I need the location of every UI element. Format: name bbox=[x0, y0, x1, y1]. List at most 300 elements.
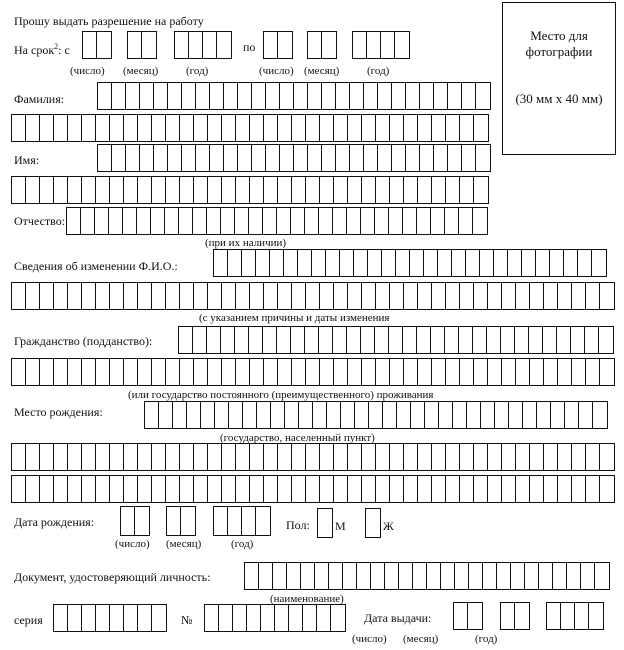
char-box[interactable] bbox=[320, 359, 334, 385]
char-box[interactable] bbox=[264, 476, 278, 502]
char-box[interactable] bbox=[256, 250, 270, 276]
char-box[interactable] bbox=[250, 283, 264, 309]
char-box[interactable] bbox=[561, 603, 575, 629]
char-box[interactable] bbox=[259, 563, 273, 589]
char-box[interactable] bbox=[336, 83, 350, 109]
char-box[interactable] bbox=[306, 283, 320, 309]
char-box[interactable] bbox=[466, 250, 480, 276]
char-box[interactable] bbox=[152, 177, 166, 203]
char-box[interactable] bbox=[308, 32, 322, 58]
birthplace-boxes-3[interactable] bbox=[11, 475, 615, 503]
char-box[interactable] bbox=[277, 327, 291, 353]
char-box[interactable] bbox=[98, 83, 112, 109]
char-box[interactable] bbox=[68, 283, 82, 309]
char-box[interactable] bbox=[469, 563, 483, 589]
char-box[interactable] bbox=[96, 359, 110, 385]
char-box[interactable] bbox=[410, 250, 424, 276]
char-box[interactable] bbox=[289, 605, 303, 631]
char-box[interactable] bbox=[151, 208, 165, 234]
char-box[interactable] bbox=[109, 208, 123, 234]
char-box[interactable] bbox=[480, 250, 494, 276]
char-box[interactable] bbox=[445, 327, 459, 353]
char-box[interactable] bbox=[138, 115, 152, 141]
series-boxes[interactable] bbox=[53, 604, 167, 632]
char-box[interactable] bbox=[357, 563, 371, 589]
char-box[interactable] bbox=[301, 563, 315, 589]
char-box[interactable] bbox=[263, 327, 277, 353]
char-box[interactable] bbox=[446, 476, 460, 502]
char-box[interactable] bbox=[473, 327, 487, 353]
char-box[interactable] bbox=[203, 32, 217, 58]
char-box[interactable] bbox=[236, 177, 250, 203]
char-box[interactable] bbox=[525, 563, 539, 589]
citizenship-boxes-1[interactable] bbox=[178, 326, 614, 354]
char-box[interactable] bbox=[214, 250, 228, 276]
char-box[interactable] bbox=[362, 476, 376, 502]
char-box[interactable] bbox=[404, 444, 418, 470]
char-box[interactable] bbox=[347, 208, 361, 234]
char-box[interactable] bbox=[210, 145, 224, 171]
char-box[interactable] bbox=[333, 208, 347, 234]
char-box[interactable] bbox=[509, 402, 523, 428]
char-box[interactable] bbox=[432, 444, 446, 470]
char-box[interactable] bbox=[123, 208, 137, 234]
char-box[interactable] bbox=[138, 605, 152, 631]
char-box[interactable] bbox=[278, 444, 292, 470]
char-box[interactable] bbox=[68, 605, 82, 631]
name-boxes-1[interactable] bbox=[97, 144, 491, 172]
surname-boxes-1[interactable] bbox=[97, 82, 491, 110]
char-box[interactable] bbox=[441, 563, 455, 589]
char-box[interactable] bbox=[320, 444, 334, 470]
char-box[interactable] bbox=[68, 476, 82, 502]
char-box[interactable] bbox=[322, 145, 336, 171]
char-box[interactable] bbox=[214, 507, 228, 535]
char-box[interactable] bbox=[371, 563, 385, 589]
char-box[interactable] bbox=[96, 115, 110, 141]
char-box[interactable] bbox=[110, 177, 124, 203]
char-box[interactable] bbox=[168, 83, 182, 109]
char-box[interactable] bbox=[376, 177, 390, 203]
char-box[interactable] bbox=[399, 563, 413, 589]
char-box[interactable] bbox=[460, 359, 474, 385]
char-box[interactable] bbox=[348, 177, 362, 203]
char-box[interactable] bbox=[578, 250, 592, 276]
char-box[interactable] bbox=[315, 563, 329, 589]
char-box[interactable] bbox=[196, 145, 210, 171]
char-box[interactable] bbox=[222, 115, 236, 141]
char-box[interactable] bbox=[278, 283, 292, 309]
char-box[interactable] bbox=[26, 177, 40, 203]
birthplace-boxes-2[interactable] bbox=[11, 443, 615, 471]
char-box[interactable] bbox=[354, 250, 368, 276]
char-box[interactable] bbox=[278, 359, 292, 385]
birthplace-boxes-1[interactable] bbox=[144, 401, 608, 429]
char-box[interactable] bbox=[98, 145, 112, 171]
char-box[interactable] bbox=[256, 507, 270, 535]
char-box[interactable] bbox=[340, 250, 354, 276]
char-box[interactable] bbox=[306, 359, 320, 385]
char-box[interactable] bbox=[420, 83, 434, 109]
char-box[interactable] bbox=[445, 208, 459, 234]
char-box[interactable] bbox=[181, 507, 195, 535]
char-box[interactable] bbox=[539, 563, 553, 589]
char-box[interactable] bbox=[462, 145, 476, 171]
char-box[interactable] bbox=[138, 359, 152, 385]
char-box[interactable] bbox=[140, 83, 154, 109]
char-box[interactable] bbox=[292, 115, 306, 141]
char-box[interactable] bbox=[187, 402, 201, 428]
char-box[interactable] bbox=[278, 115, 292, 141]
char-box[interactable] bbox=[474, 177, 488, 203]
char-box[interactable] bbox=[292, 444, 306, 470]
char-box[interactable] bbox=[558, 444, 572, 470]
char-box[interactable] bbox=[306, 115, 320, 141]
char-box[interactable] bbox=[488, 476, 502, 502]
char-box[interactable] bbox=[502, 476, 516, 502]
char-box[interactable] bbox=[468, 603, 482, 629]
char-box[interactable] bbox=[392, 83, 406, 109]
char-box[interactable] bbox=[264, 359, 278, 385]
char-box[interactable] bbox=[180, 359, 194, 385]
char-box[interactable] bbox=[126, 145, 140, 171]
char-box[interactable] bbox=[233, 605, 247, 631]
birth-day-boxes[interactable] bbox=[120, 506, 150, 536]
char-box[interactable] bbox=[67, 208, 81, 234]
char-box[interactable] bbox=[238, 145, 252, 171]
char-box[interactable] bbox=[266, 145, 280, 171]
char-box[interactable] bbox=[252, 145, 266, 171]
char-box[interactable] bbox=[476, 145, 490, 171]
char-box[interactable] bbox=[404, 359, 418, 385]
char-box[interactable] bbox=[97, 32, 111, 58]
char-box[interactable] bbox=[378, 83, 392, 109]
char-box[interactable] bbox=[306, 444, 320, 470]
char-box[interactable] bbox=[166, 283, 180, 309]
char-box[interactable] bbox=[126, 83, 140, 109]
char-box[interactable] bbox=[543, 327, 557, 353]
char-box[interactable] bbox=[180, 177, 194, 203]
char-box[interactable] bbox=[284, 250, 298, 276]
char-box[interactable] bbox=[427, 563, 441, 589]
char-box[interactable] bbox=[303, 605, 317, 631]
char-box[interactable] bbox=[361, 208, 375, 234]
char-box[interactable] bbox=[320, 177, 334, 203]
char-box[interactable] bbox=[575, 603, 589, 629]
char-box[interactable] bbox=[196, 83, 210, 109]
char-box[interactable] bbox=[112, 145, 126, 171]
char-box[interactable] bbox=[390, 359, 404, 385]
char-box[interactable] bbox=[250, 177, 264, 203]
char-box[interactable] bbox=[224, 145, 238, 171]
char-box[interactable] bbox=[222, 283, 236, 309]
char-box[interactable] bbox=[431, 208, 445, 234]
char-box[interactable] bbox=[376, 283, 390, 309]
char-box[interactable] bbox=[250, 115, 264, 141]
sex-male-box[interactable] bbox=[317, 508, 333, 538]
char-box[interactable] bbox=[488, 444, 502, 470]
char-box[interactable] bbox=[334, 177, 348, 203]
char-box[interactable] bbox=[152, 605, 166, 631]
char-box[interactable] bbox=[180, 283, 194, 309]
char-box[interactable] bbox=[319, 327, 333, 353]
char-box[interactable] bbox=[497, 563, 511, 589]
char-box[interactable] bbox=[82, 359, 96, 385]
char-box[interactable] bbox=[585, 327, 599, 353]
char-box[interactable] bbox=[361, 327, 375, 353]
char-box[interactable] bbox=[476, 83, 490, 109]
char-box[interactable] bbox=[558, 359, 572, 385]
char-box[interactable] bbox=[137, 208, 151, 234]
end-year-boxes[interactable] bbox=[352, 31, 410, 59]
char-box[interactable] bbox=[572, 444, 586, 470]
char-box[interactable] bbox=[592, 250, 606, 276]
char-box[interactable] bbox=[350, 83, 364, 109]
char-box[interactable] bbox=[425, 402, 439, 428]
char-box[interactable] bbox=[326, 250, 340, 276]
char-box[interactable] bbox=[348, 444, 362, 470]
name-change-boxes-2[interactable] bbox=[11, 282, 615, 310]
sex-female-box[interactable] bbox=[365, 508, 381, 538]
char-box[interactable] bbox=[308, 145, 322, 171]
char-box[interactable] bbox=[245, 563, 259, 589]
char-box[interactable] bbox=[453, 402, 467, 428]
char-box[interactable] bbox=[586, 444, 600, 470]
char-box[interactable] bbox=[529, 327, 543, 353]
char-box[interactable] bbox=[432, 177, 446, 203]
char-box[interactable] bbox=[551, 402, 565, 428]
char-box[interactable] bbox=[557, 327, 571, 353]
char-box[interactable] bbox=[194, 476, 208, 502]
char-box[interactable] bbox=[12, 115, 26, 141]
char-box[interactable] bbox=[320, 476, 334, 502]
char-box[interactable] bbox=[110, 115, 124, 141]
char-box[interactable] bbox=[208, 476, 222, 502]
char-box[interactable] bbox=[431, 327, 445, 353]
char-box[interactable] bbox=[511, 563, 525, 589]
char-box[interactable] bbox=[368, 250, 382, 276]
char-box[interactable] bbox=[26, 444, 40, 470]
char-box[interactable] bbox=[54, 476, 68, 502]
char-box[interactable] bbox=[292, 177, 306, 203]
char-box[interactable] bbox=[250, 476, 264, 502]
char-box[interactable] bbox=[222, 177, 236, 203]
char-box[interactable] bbox=[348, 476, 362, 502]
char-box[interactable] bbox=[558, 283, 572, 309]
char-box[interactable] bbox=[390, 177, 404, 203]
char-box[interactable] bbox=[522, 250, 536, 276]
char-box[interactable] bbox=[600, 283, 614, 309]
char-box[interactable] bbox=[275, 605, 289, 631]
char-box[interactable] bbox=[389, 208, 403, 234]
char-box[interactable] bbox=[138, 444, 152, 470]
char-box[interactable] bbox=[291, 327, 305, 353]
char-box[interactable] bbox=[180, 476, 194, 502]
char-box[interactable] bbox=[152, 283, 166, 309]
char-box[interactable] bbox=[404, 115, 418, 141]
char-box[interactable] bbox=[599, 327, 613, 353]
char-box[interactable] bbox=[343, 563, 357, 589]
char-box[interactable] bbox=[333, 327, 347, 353]
char-box[interactable] bbox=[586, 476, 600, 502]
char-box[interactable] bbox=[495, 402, 509, 428]
char-box[interactable] bbox=[193, 327, 207, 353]
birth-year-boxes[interactable] bbox=[213, 506, 271, 536]
char-box[interactable] bbox=[124, 359, 138, 385]
char-box[interactable] bbox=[404, 177, 418, 203]
char-box[interactable] bbox=[207, 327, 221, 353]
char-box[interactable] bbox=[201, 402, 215, 428]
issue-day-boxes[interactable] bbox=[453, 602, 483, 630]
char-box[interactable] bbox=[474, 476, 488, 502]
char-box[interactable] bbox=[327, 402, 341, 428]
char-box[interactable] bbox=[600, 359, 614, 385]
char-box[interactable] bbox=[224, 83, 238, 109]
char-box[interactable] bbox=[460, 115, 474, 141]
char-box[interactable] bbox=[110, 359, 124, 385]
char-box[interactable] bbox=[376, 444, 390, 470]
char-box[interactable] bbox=[564, 250, 578, 276]
char-box[interactable] bbox=[403, 208, 417, 234]
char-box[interactable] bbox=[530, 283, 544, 309]
char-box[interactable] bbox=[194, 115, 208, 141]
char-box[interactable] bbox=[40, 177, 54, 203]
char-box[interactable] bbox=[474, 115, 488, 141]
char-box[interactable] bbox=[82, 283, 96, 309]
char-box[interactable] bbox=[40, 476, 54, 502]
char-box[interactable] bbox=[159, 402, 173, 428]
char-box[interactable] bbox=[180, 444, 194, 470]
char-box[interactable] bbox=[54, 115, 68, 141]
char-box[interactable] bbox=[375, 327, 389, 353]
char-box[interactable] bbox=[572, 476, 586, 502]
char-box[interactable] bbox=[600, 476, 614, 502]
char-box[interactable] bbox=[208, 115, 222, 141]
char-box[interactable] bbox=[382, 250, 396, 276]
char-box[interactable] bbox=[96, 444, 110, 470]
char-box[interactable] bbox=[278, 32, 292, 58]
char-box[interactable] bbox=[250, 444, 264, 470]
char-box[interactable] bbox=[317, 605, 331, 631]
char-box[interactable] bbox=[26, 359, 40, 385]
char-box[interactable] bbox=[418, 444, 432, 470]
char-box[interactable] bbox=[166, 177, 180, 203]
char-box[interactable] bbox=[83, 32, 97, 58]
char-box[interactable] bbox=[406, 145, 420, 171]
char-box[interactable] bbox=[334, 444, 348, 470]
char-box[interactable] bbox=[82, 177, 96, 203]
char-box[interactable] bbox=[194, 359, 208, 385]
char-box[interactable] bbox=[273, 563, 287, 589]
char-box[interactable] bbox=[322, 83, 336, 109]
char-box[interactable] bbox=[152, 444, 166, 470]
char-box[interactable] bbox=[547, 603, 561, 629]
char-box[interactable] bbox=[292, 476, 306, 502]
char-box[interactable] bbox=[364, 145, 378, 171]
char-box[interactable] bbox=[40, 115, 54, 141]
char-box[interactable] bbox=[418, 283, 432, 309]
char-box[interactable] bbox=[516, 283, 530, 309]
char-box[interactable] bbox=[173, 402, 187, 428]
char-box[interactable] bbox=[124, 476, 138, 502]
char-box[interactable] bbox=[193, 208, 207, 234]
char-box[interactable] bbox=[329, 563, 343, 589]
char-box[interactable] bbox=[12, 444, 26, 470]
char-box[interactable] bbox=[455, 563, 469, 589]
char-box[interactable] bbox=[390, 476, 404, 502]
char-box[interactable] bbox=[488, 359, 502, 385]
char-box[interactable] bbox=[362, 177, 376, 203]
char-box[interactable] bbox=[544, 444, 558, 470]
char-box[interactable] bbox=[565, 402, 579, 428]
char-box[interactable] bbox=[110, 283, 124, 309]
char-box[interactable] bbox=[250, 359, 264, 385]
char-box[interactable] bbox=[264, 177, 278, 203]
char-box[interactable] bbox=[320, 115, 334, 141]
char-box[interactable] bbox=[217, 32, 231, 58]
char-box[interactable] bbox=[319, 208, 333, 234]
char-box[interactable] bbox=[208, 444, 222, 470]
char-box[interactable] bbox=[299, 402, 313, 428]
char-box[interactable] bbox=[536, 250, 550, 276]
char-box[interactable] bbox=[221, 327, 235, 353]
char-box[interactable] bbox=[40, 444, 54, 470]
char-box[interactable] bbox=[96, 283, 110, 309]
char-box[interactable] bbox=[439, 402, 453, 428]
char-box[interactable] bbox=[516, 359, 530, 385]
char-box[interactable] bbox=[110, 605, 124, 631]
char-box[interactable] bbox=[571, 327, 585, 353]
char-box[interactable] bbox=[110, 476, 124, 502]
char-box[interactable] bbox=[219, 605, 233, 631]
char-box[interactable] bbox=[364, 83, 378, 109]
char-box[interactable] bbox=[313, 402, 327, 428]
char-box[interactable] bbox=[334, 115, 348, 141]
char-box[interactable] bbox=[396, 250, 410, 276]
char-box[interactable] bbox=[96, 605, 110, 631]
char-box[interactable] bbox=[404, 476, 418, 502]
char-box[interactable] bbox=[558, 476, 572, 502]
char-box[interactable] bbox=[446, 177, 460, 203]
char-box[interactable] bbox=[318, 509, 332, 537]
char-box[interactable] bbox=[175, 32, 189, 58]
char-box[interactable] bbox=[182, 83, 196, 109]
char-box[interactable] bbox=[54, 444, 68, 470]
char-box[interactable] bbox=[550, 250, 564, 276]
char-box[interactable] bbox=[502, 444, 516, 470]
char-box[interactable] bbox=[40, 359, 54, 385]
char-box[interactable] bbox=[432, 359, 446, 385]
char-box[interactable] bbox=[432, 283, 446, 309]
char-box[interactable] bbox=[263, 208, 277, 234]
char-box[interactable] bbox=[140, 145, 154, 171]
char-box[interactable] bbox=[418, 476, 432, 502]
char-box[interactable] bbox=[369, 402, 383, 428]
char-box[interactable] bbox=[544, 283, 558, 309]
char-box[interactable] bbox=[347, 327, 361, 353]
char-box[interactable] bbox=[54, 177, 68, 203]
char-box[interactable] bbox=[228, 250, 242, 276]
char-box[interactable] bbox=[26, 115, 40, 141]
char-box[interactable] bbox=[417, 327, 431, 353]
char-box[interactable] bbox=[280, 83, 294, 109]
char-box[interactable] bbox=[448, 83, 462, 109]
char-box[interactable] bbox=[434, 83, 448, 109]
start-month-boxes[interactable] bbox=[127, 31, 157, 59]
char-box[interactable] bbox=[459, 208, 473, 234]
char-box[interactable] bbox=[515, 603, 529, 629]
char-box[interactable] bbox=[348, 283, 362, 309]
